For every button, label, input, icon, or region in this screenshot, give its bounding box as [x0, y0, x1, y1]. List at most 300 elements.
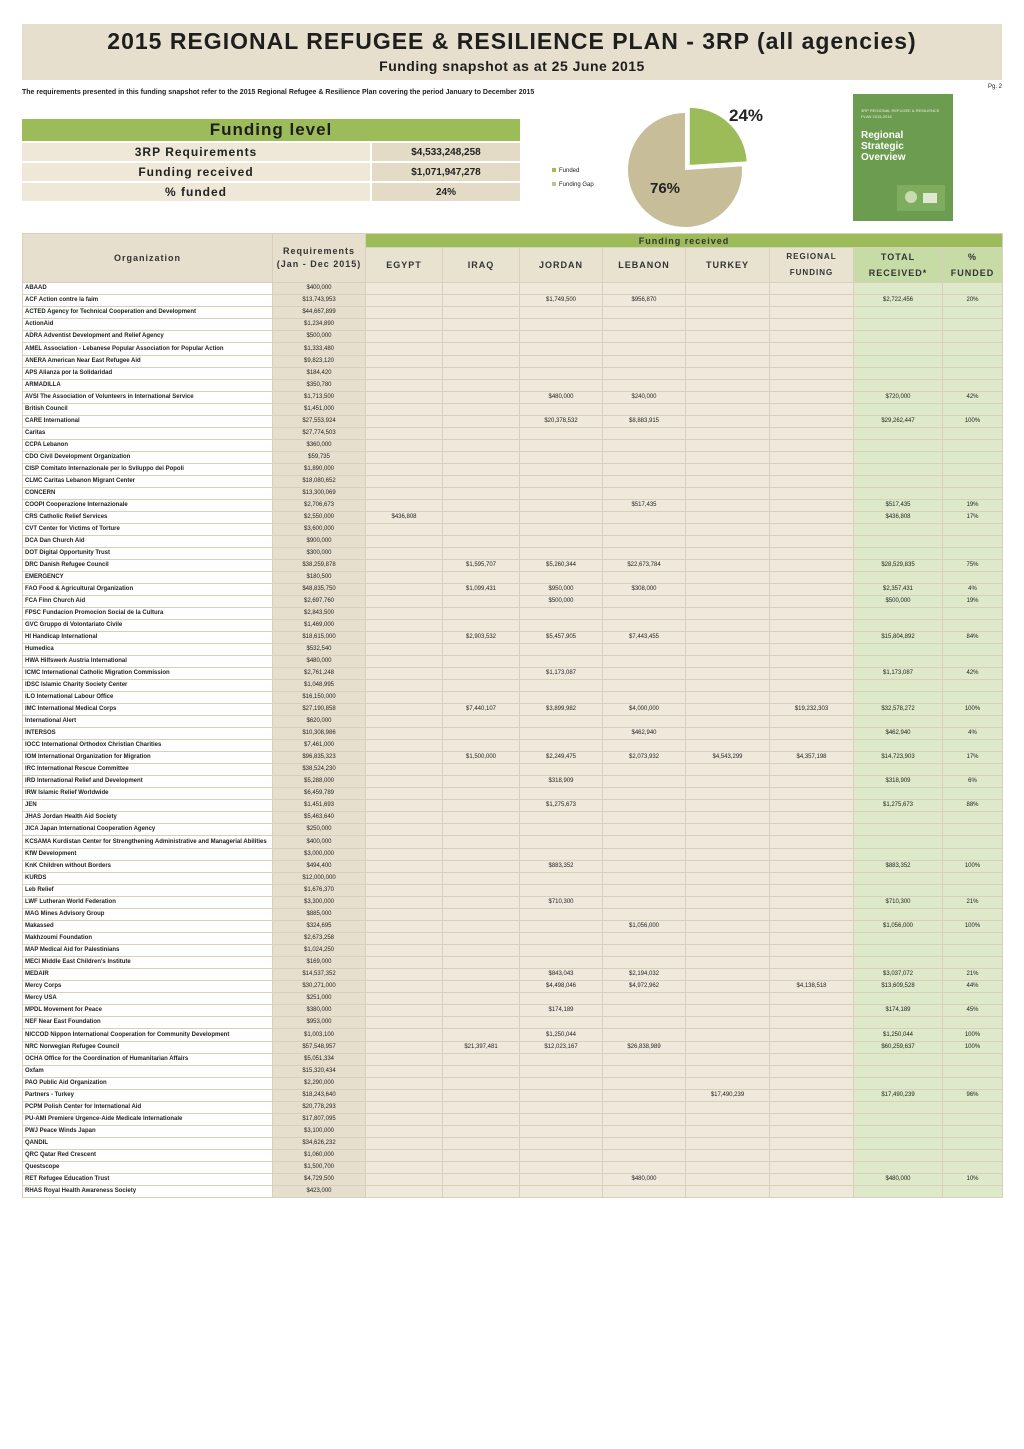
cell-country-funding	[366, 788, 443, 800]
cell-country-funding	[603, 885, 686, 897]
cell-country-funding	[686, 836, 770, 849]
cell-organization: FPSC Fundacion Promocion Social de la Cultura	[23, 608, 273, 620]
cell-country-funding	[520, 1078, 603, 1090]
cell-total-received	[854, 909, 943, 921]
cell-country-funding: $1,056,000	[603, 921, 686, 933]
cell-requirements: $180,500	[273, 572, 366, 584]
cell-country-funding	[603, 897, 686, 909]
cell-country-funding	[603, 957, 686, 969]
cell-country-funding	[603, 1138, 686, 1150]
cell-country-funding	[770, 1102, 854, 1114]
title-banner	[22, 24, 1002, 80]
cell-country-funding	[770, 764, 854, 776]
cell-country-funding	[520, 356, 603, 368]
cell-pct-funded	[943, 740, 1003, 752]
cell-country-funding: $950,000	[520, 584, 603, 596]
table-row	[23, 632, 1003, 644]
cell-total-received: $517,435	[854, 500, 943, 512]
cell-requirements: $59,735	[273, 452, 366, 464]
cell-total-received: $2,722,456	[854, 295, 943, 307]
table-row	[23, 319, 1003, 331]
cell-country-funding	[686, 295, 770, 307]
cell-pct-funded	[943, 524, 1003, 536]
cell-pct-funded	[943, 476, 1003, 488]
cell-pct-funded	[943, 404, 1003, 416]
page-subtitle: Funding snapshot as at 25 June 2015	[379, 58, 645, 74]
fl-value-pct: 24%	[371, 182, 520, 202]
cell-country-funding	[686, 524, 770, 536]
cell-organization: HI Handicap International	[23, 632, 273, 644]
cell-organization: KURDS	[23, 873, 273, 885]
cell-total-received	[854, 428, 943, 440]
cell-pct-funded	[943, 1138, 1003, 1150]
cell-organization: IRC International Rescue Committee	[23, 764, 273, 776]
cell-country-funding: $1,500,000	[443, 752, 520, 764]
cell-organization: EMERGENCY	[23, 572, 273, 584]
cell-country-funding	[603, 368, 686, 380]
cell-country-funding	[686, 644, 770, 656]
cell-total-received: $1,275,673	[854, 800, 943, 812]
cell-country-funding	[443, 728, 520, 740]
legend-swatch-gap	[552, 182, 556, 186]
cell-country-funding: $1,749,500	[520, 295, 603, 307]
cell-country-funding	[603, 283, 686, 295]
cell-country-funding	[603, 933, 686, 945]
cell-pct-funded	[943, 1078, 1003, 1090]
cell-country-funding	[443, 1090, 520, 1102]
cell-pct-funded: 21%	[943, 969, 1003, 981]
cell-country-funding	[770, 632, 854, 644]
cell-country-funding	[443, 1186, 520, 1198]
cell-total-received	[854, 644, 943, 656]
cell-requirements: $16,150,000	[273, 692, 366, 704]
cell-country-funding	[443, 764, 520, 776]
cell-country-funding	[443, 596, 520, 608]
cell-pct-funded: 88%	[943, 800, 1003, 812]
cell-country-funding	[770, 957, 854, 969]
cell-pct-funded	[943, 428, 1003, 440]
cell-country-funding	[520, 957, 603, 969]
cell-country-funding: $21,397,481	[443, 1042, 520, 1054]
cell-country-funding	[603, 836, 686, 849]
cell-organization: COOPI Cooperazione Internazionale	[23, 500, 273, 512]
cell-country-funding	[520, 873, 603, 885]
cell-country-funding	[686, 319, 770, 331]
cell-country-funding	[770, 824, 854, 836]
cell-country-funding	[770, 548, 854, 560]
cell-country-funding	[520, 1150, 603, 1162]
cell-country-funding	[686, 343, 770, 356]
cell-country-funding	[603, 331, 686, 343]
cell-country-funding	[443, 1066, 520, 1078]
cell-country-funding	[603, 873, 686, 885]
table-row	[23, 536, 1003, 548]
cell-requirements: $5,288,000	[273, 776, 366, 788]
cell-country-funding	[366, 981, 443, 993]
cell-requirements: $96,835,323	[273, 752, 366, 764]
cell-country-funding	[686, 704, 770, 716]
cell-organization: JHAS Jordan Health Aid Society	[23, 812, 273, 824]
cell-requirements: $38,524,230	[273, 764, 366, 776]
cell-country-funding	[603, 1102, 686, 1114]
table-row	[23, 283, 1003, 295]
cell-country-funding	[686, 716, 770, 728]
cell-country-funding	[366, 728, 443, 740]
table-row	[23, 1090, 1003, 1102]
cell-requirements: $1,060,000	[273, 1150, 366, 1162]
cell-pct-funded	[943, 620, 1003, 632]
cell-requirements: $15,320,434	[273, 1066, 366, 1078]
cell-country-funding: $4,357,198	[770, 752, 854, 764]
cell-organization: KnK Children without Borders	[23, 861, 273, 873]
cell-country-funding	[366, 560, 443, 572]
cell-total-received	[854, 536, 943, 548]
table-row	[23, 380, 1003, 392]
cell-organization: CLMC Caritas Lebanon Migrant Center	[23, 476, 273, 488]
cell-total-received	[854, 380, 943, 392]
cell-country-funding	[520, 824, 603, 836]
cell-country-funding	[520, 319, 603, 331]
report-cover-thumbnail[interactable]	[853, 94, 953, 221]
cell-country-funding	[366, 933, 443, 945]
cell-total-received: $60,259,637	[854, 1042, 943, 1054]
cell-country-funding	[443, 536, 520, 548]
cell-organization: IDSC Islamic Charity Society Center	[23, 680, 273, 692]
cell-country-funding	[770, 500, 854, 512]
cell-organization: NICCOD Nippon International Cooperation for Community Development	[23, 1029, 273, 1042]
cell-country-funding	[770, 668, 854, 680]
cell-requirements: $10,308,986	[273, 728, 366, 740]
cell-country-funding	[443, 368, 520, 380]
cell-total-received	[854, 548, 943, 560]
cell-country-funding	[686, 921, 770, 933]
cell-total-received: $720,000	[854, 392, 943, 404]
cell-country-funding	[520, 307, 603, 319]
table-row	[23, 596, 1003, 608]
cell-pct-funded: 42%	[943, 668, 1003, 680]
cell-country-funding	[770, 572, 854, 584]
cell-country-funding	[686, 1042, 770, 1054]
cell-organization: MAG Mines Advisory Group	[23, 909, 273, 921]
cell-country-funding	[520, 1138, 603, 1150]
cell-organization: IRW Islamic Relief Worldwide	[23, 788, 273, 800]
cell-country-funding: $2,249,475	[520, 752, 603, 764]
cell-country-funding	[770, 656, 854, 668]
cell-country-funding	[686, 1162, 770, 1174]
cell-country-funding	[443, 416, 520, 428]
cell-country-funding	[520, 945, 603, 957]
cell-country-funding	[443, 356, 520, 368]
cell-country-funding	[443, 993, 520, 1005]
cell-organization: ANERA American Near East Refugee Aid	[23, 356, 273, 368]
cell-country-funding: $2,194,032	[603, 969, 686, 981]
cell-country-funding	[366, 957, 443, 969]
cell-organization: ABAAD	[23, 283, 273, 295]
cell-country-funding	[366, 680, 443, 692]
cell-organization: JEN	[23, 800, 273, 812]
cell-country-funding	[686, 283, 770, 295]
cell-country-funding	[686, 824, 770, 836]
cell-country-funding	[443, 331, 520, 343]
cell-pct-funded	[943, 1150, 1003, 1162]
cell-country-funding	[443, 861, 520, 873]
cell-pct-funded	[943, 307, 1003, 319]
cell-country-funding	[686, 933, 770, 945]
cell-country-funding	[366, 632, 443, 644]
cell-country-funding	[603, 608, 686, 620]
cell-requirements: $1,333,480	[273, 343, 366, 356]
table-row	[23, 909, 1003, 921]
cell-total-received	[854, 824, 943, 836]
cell-total-received: $174,189	[854, 1005, 943, 1017]
cell-requirements: $900,000	[273, 536, 366, 548]
cell-requirements: $9,823,120	[273, 356, 366, 368]
cell-pct-funded	[943, 945, 1003, 957]
cell-country-funding	[686, 440, 770, 452]
cell-country-funding	[366, 440, 443, 452]
cell-country-funding	[366, 1017, 443, 1029]
cell-country-funding	[770, 1150, 854, 1162]
cell-requirements: $324,695	[273, 921, 366, 933]
cell-country-funding	[443, 295, 520, 307]
cell-country-funding	[366, 692, 443, 704]
cell-organization: IOM International Organization for Migration	[23, 752, 273, 764]
cell-organization: International Alert	[23, 716, 273, 728]
cell-total-received	[854, 488, 943, 500]
cell-country-funding	[770, 1017, 854, 1029]
funding-level-table	[22, 119, 520, 203]
cell-pct-funded	[943, 764, 1003, 776]
cell-total-received	[854, 1102, 943, 1114]
cell-pct-funded	[943, 356, 1003, 368]
cell-pct-funded	[943, 812, 1003, 824]
cell-country-funding	[520, 909, 603, 921]
cell-total-received	[854, 440, 943, 452]
cell-pct-funded: 6%	[943, 776, 1003, 788]
cell-country-funding	[770, 428, 854, 440]
fl-label-received: Funding received	[22, 162, 371, 182]
cell-country-funding	[686, 945, 770, 957]
cell-requirements: $4,729,500	[273, 1174, 366, 1186]
cell-total-received	[854, 1162, 943, 1174]
cell-organization: Mercy USA	[23, 993, 273, 1005]
cell-country-funding	[603, 993, 686, 1005]
cell-total-received	[854, 452, 943, 464]
cell-country-funding	[686, 656, 770, 668]
cell-country-funding	[443, 307, 520, 319]
cell-requirements: $1,048,995	[273, 680, 366, 692]
cell-country-funding	[686, 800, 770, 812]
cell-country-funding	[603, 1186, 686, 1198]
cell-country-funding	[366, 1078, 443, 1090]
table-row	[23, 1126, 1003, 1138]
cell-country-funding	[686, 380, 770, 392]
cell-country-funding	[366, 704, 443, 716]
cell-country-funding: $12,023,167	[520, 1042, 603, 1054]
cell-country-funding	[770, 873, 854, 885]
cell-pct-funded	[943, 572, 1003, 584]
cell-total-received	[854, 464, 943, 476]
table-row	[23, 1114, 1003, 1126]
cell-pct-funded: 10%	[943, 1174, 1003, 1186]
cell-country-funding	[443, 788, 520, 800]
table-row	[23, 945, 1003, 957]
table-row	[23, 692, 1003, 704]
cell-organization: KCSAMA Kurdistan Center for Strengthening Administrative and Managerial Abilities	[23, 836, 273, 849]
cell-pct-funded	[943, 885, 1003, 897]
cell-total-received	[854, 873, 943, 885]
cell-total-received	[854, 1150, 943, 1162]
cell-country-funding	[770, 1138, 854, 1150]
cell-country-funding	[520, 1054, 603, 1066]
cell-country-funding: $308,000	[603, 584, 686, 596]
cell-country-funding	[603, 596, 686, 608]
cell-country-funding	[603, 644, 686, 656]
table-row	[23, 933, 1003, 945]
cell-country-funding: $4,972,962	[603, 981, 686, 993]
cell-pct-funded	[943, 836, 1003, 849]
table-row	[23, 548, 1003, 560]
cell-country-funding	[443, 849, 520, 861]
cell-total-received	[854, 1138, 943, 1150]
cell-pct-funded	[943, 1066, 1003, 1078]
cell-country-funding	[686, 1174, 770, 1186]
cell-country-funding: $1,250,044	[520, 1029, 603, 1042]
cell-country-funding	[686, 404, 770, 416]
cell-pct-funded: 4%	[943, 728, 1003, 740]
cell-country-funding	[520, 512, 603, 524]
cell-country-funding	[770, 488, 854, 500]
cell-country-funding	[366, 885, 443, 897]
cell-requirements: $184,420	[273, 368, 366, 380]
table-row	[23, 1005, 1003, 1017]
cell-country-funding	[520, 1126, 603, 1138]
cell-country-funding: $1,099,431	[443, 584, 520, 596]
cell-requirements: $27,553,924	[273, 416, 366, 428]
cell-total-received	[854, 1126, 943, 1138]
cell-country-funding	[366, 668, 443, 680]
cell-country-funding: $5,260,344	[520, 560, 603, 572]
cell-country-funding	[686, 812, 770, 824]
cell-organization: ICMC International Catholic Migration Commission	[23, 668, 273, 680]
cell-country-funding	[603, 812, 686, 824]
cell-country-funding	[520, 885, 603, 897]
cell-organization: FCA Finn Church Aid	[23, 596, 273, 608]
cell-country-funding	[603, 452, 686, 464]
cell-country-funding	[603, 1066, 686, 1078]
cell-country-funding: $7,443,455	[603, 632, 686, 644]
cell-country-funding	[366, 356, 443, 368]
cell-country-funding	[686, 680, 770, 692]
cell-country-funding	[520, 921, 603, 933]
cell-country-funding	[520, 656, 603, 668]
cell-country-funding	[770, 836, 854, 849]
cell-country-funding	[520, 452, 603, 464]
cell-country-funding	[520, 716, 603, 728]
cell-country-funding	[686, 909, 770, 921]
cell-country-funding	[770, 849, 854, 861]
cell-organization: RET Refugee Education Trust	[23, 1174, 273, 1186]
cell-organization: British Council	[23, 404, 273, 416]
cell-total-received: $13,609,528	[854, 981, 943, 993]
cell-requirements: $18,243,640	[273, 1090, 366, 1102]
cell-country-funding	[686, 572, 770, 584]
cell-country-funding	[366, 1126, 443, 1138]
cell-country-funding	[686, 873, 770, 885]
cell-country-funding	[366, 921, 443, 933]
table-row	[23, 1017, 1003, 1029]
cell-country-funding	[603, 945, 686, 957]
cell-pct-funded: 100%	[943, 416, 1003, 428]
cell-country-funding	[520, 933, 603, 945]
cell-country-funding	[520, 404, 603, 416]
cell-country-funding	[366, 392, 443, 404]
funding-table	[22, 233, 1003, 1198]
table-row	[23, 620, 1003, 632]
cell-organization: ACF Action contre la faim	[23, 295, 273, 307]
cell-country-funding	[603, 536, 686, 548]
cell-total-received: $15,804,892	[854, 632, 943, 644]
cell-requirements: $1,024,250	[273, 945, 366, 957]
cell-country-funding	[686, 668, 770, 680]
legend-label-gap: Funding Gap	[559, 182, 594, 188]
cell-country-funding	[686, 776, 770, 788]
cell-country-funding	[520, 440, 603, 452]
cell-pct-funded	[943, 1162, 1003, 1174]
table-row	[23, 343, 1003, 356]
cell-requirements: $2,697,760	[273, 596, 366, 608]
fl-label-requirements: 3RP Requirements	[22, 142, 371, 162]
cell-pct-funded: 100%	[943, 861, 1003, 873]
col-header-jordan: JORDAN	[520, 248, 603, 283]
cell-country-funding	[443, 440, 520, 452]
cell-requirements: $423,000	[273, 1186, 366, 1198]
cell-country-funding: $710,300	[520, 897, 603, 909]
cell-pct-funded: 84%	[943, 632, 1003, 644]
cell-requirements: $13,743,953	[273, 295, 366, 307]
cell-country-funding	[686, 307, 770, 319]
cell-organization: Makassed	[23, 921, 273, 933]
table-row	[23, 921, 1003, 933]
cell-country-funding	[520, 1114, 603, 1126]
cell-country-funding	[443, 1162, 520, 1174]
cell-organization: KfW Development	[23, 849, 273, 861]
table-row	[23, 704, 1003, 716]
cell-country-funding	[686, 993, 770, 1005]
cell-total-received: $480,000	[854, 1174, 943, 1186]
cell-country-funding	[366, 331, 443, 343]
cell-country-funding	[443, 824, 520, 836]
cell-organization: CARE International	[23, 416, 273, 428]
cell-country-funding: $500,000	[520, 596, 603, 608]
cell-country-funding	[770, 933, 854, 945]
cell-country-funding	[603, 524, 686, 536]
cell-country-funding	[770, 380, 854, 392]
cell-organization: APS Alianza por la Solidaridad	[23, 368, 273, 380]
cell-total-received	[854, 476, 943, 488]
cell-total-received: $17,490,239	[854, 1090, 943, 1102]
page-number: Pg. 2	[987, 84, 1002, 90]
cell-country-funding	[686, 897, 770, 909]
cell-requirements: $5,051,334	[273, 1054, 366, 1066]
cell-country-funding	[686, 1005, 770, 1017]
cell-organization: IMC International Medical Corps	[23, 704, 273, 716]
cell-organization: MAP Medical Aid for Palestinians	[23, 945, 273, 957]
cell-country-funding	[770, 812, 854, 824]
cell-country-funding	[603, 1054, 686, 1066]
cell-organization: OCHA Office for the Coordination of Humanitarian Affairs	[23, 1054, 273, 1066]
cell-requirements: $6,459,789	[273, 788, 366, 800]
